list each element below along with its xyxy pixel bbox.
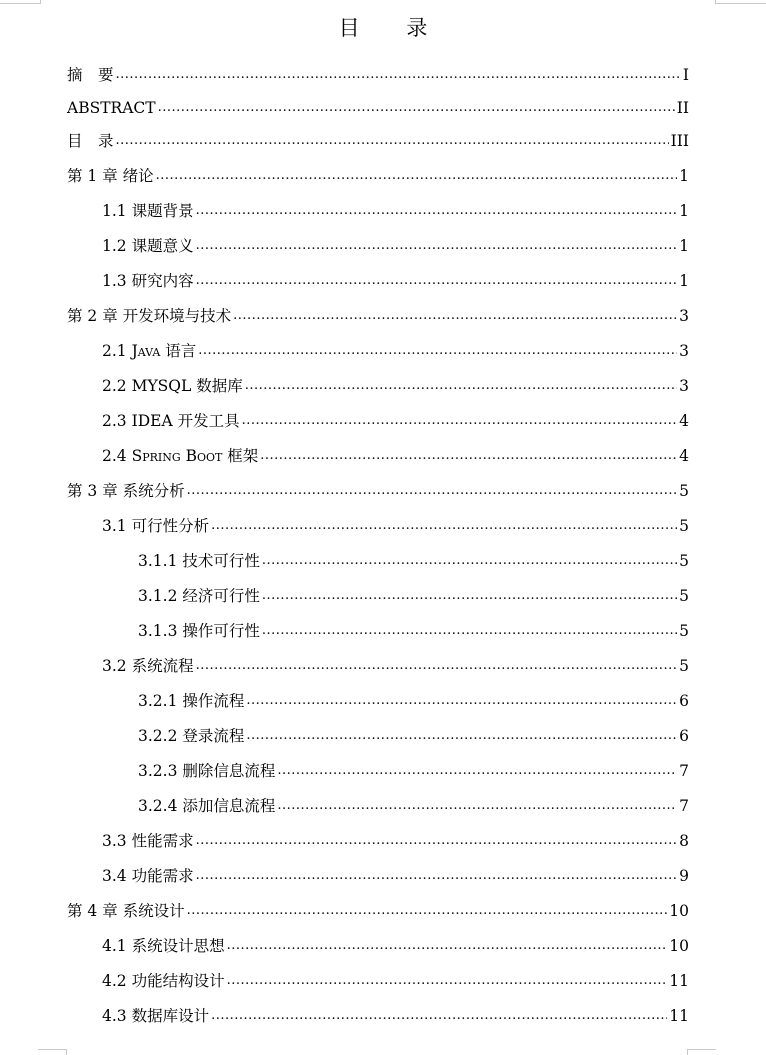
toc-entry-label: 2.1 Java 语言: [102, 342, 197, 360]
toc-entry-page: 3: [679, 377, 689, 395]
toc-entry-page: 4: [679, 412, 689, 430]
leader-dots: [198, 341, 677, 361]
leader-dots: [262, 551, 677, 571]
toc-entry-label: 3.2.4 添加信息流程: [138, 797, 276, 815]
toc-entry[interactable]: [102, 401, 689, 431]
toc-entry-label: 3.1.3 操作可行性: [138, 622, 260, 640]
toc-entry-label: 3.2.2 登录流程: [138, 727, 245, 745]
toc-entry-label: 2.4 Spring Boot 框架: [102, 447, 259, 465]
toc-entry[interactable]: [67, 88, 689, 118]
leader-dots: [187, 481, 677, 501]
leader-dots: [262, 621, 677, 641]
leader-dots: [245, 376, 677, 396]
toc-entry-label: 第 1 章 绪论: [67, 167, 154, 185]
toc-entry[interactable]: [67, 121, 689, 151]
toc-entry-label: 3.2 系统流程: [102, 657, 194, 675]
toc-entry-page: 7: [679, 762, 689, 780]
leader-dots: [277, 796, 677, 816]
page-corner-mark: [0, 0, 41, 4]
toc-entry-page: 3: [679, 342, 689, 360]
leader-dots: [116, 131, 669, 151]
page-corner-mark: [687, 1049, 716, 1055]
toc-entry-label: 3.4 功能需求: [102, 867, 194, 885]
toc-entry-page: 1: [679, 272, 689, 290]
toc-entry[interactable]: [138, 751, 689, 781]
toc-entry[interactable]: [67, 55, 689, 85]
toc-entry-page: 11: [669, 972, 689, 990]
leader-dots: [233, 306, 677, 326]
toc-entry-page: 9: [679, 867, 689, 885]
toc-entry[interactable]: [102, 226, 689, 256]
leader-dots: [156, 166, 677, 186]
toc-entry-page: 10: [669, 937, 689, 955]
leader-dots: [196, 201, 678, 221]
toc-title: 目 录: [338, 16, 448, 40]
leader-dots: [196, 656, 678, 676]
toc-entry[interactable]: [102, 366, 689, 396]
toc-entry[interactable]: [102, 331, 689, 361]
toc-entry-label: 摘 要: [67, 66, 114, 84]
leader-dots: [227, 971, 668, 991]
toc-entry-label: 1.1 课题背景: [102, 202, 194, 220]
toc-entry[interactable]: [67, 891, 689, 921]
toc-entry-label: 目 录: [67, 132, 114, 150]
toc-entry[interactable]: [102, 506, 689, 536]
toc-entry-page: 5: [679, 552, 689, 570]
toc-entry-page: 1: [679, 167, 689, 185]
toc-entry-page: 4: [679, 447, 689, 465]
toc-entry-label: 4.2 功能结构设计: [102, 972, 225, 990]
toc-entry-label: 3.3 性能需求: [102, 832, 194, 850]
toc-entry[interactable]: [67, 471, 689, 501]
toc-entry-label: 4.1 系统设计思想: [102, 937, 225, 955]
toc-entry[interactable]: [138, 786, 689, 816]
toc-entry[interactable]: [102, 961, 689, 991]
toc-entry[interactable]: [102, 646, 689, 676]
toc-entry-page: 10: [669, 902, 689, 920]
page-corner-mark: [715, 0, 766, 4]
toc-entry-page: 8: [679, 832, 689, 850]
toc-entry-page: 11: [669, 1007, 689, 1025]
toc-entry-page: II: [676, 99, 689, 117]
toc-entry[interactable]: [138, 611, 689, 641]
leader-dots: [211, 516, 677, 536]
toc-entry-page: I: [682, 66, 689, 84]
toc-entry-label: 3.2.1 操作流程: [138, 692, 245, 710]
leader-dots: [260, 446, 677, 466]
toc-entry[interactable]: [67, 296, 689, 326]
toc-entry-label: 3.1.2 经济可行性: [138, 587, 260, 605]
toc-entry-label: 3.1 可行性分析: [102, 517, 210, 535]
toc-entry-label: 2.2 MYSQL 数据库: [102, 377, 243, 395]
toc-entry[interactable]: [102, 856, 689, 886]
toc-entry[interactable]: [67, 156, 689, 186]
leader-dots: [116, 65, 681, 85]
toc-entry-label: ABSTRACT: [67, 99, 156, 117]
toc-entry-label: 3.2.3 删除信息流程: [138, 762, 276, 780]
leader-dots: [242, 411, 678, 431]
toc-entry[interactable]: [102, 261, 689, 291]
toc-entry-page: 1: [679, 237, 689, 255]
leader-dots: [262, 586, 677, 606]
toc-entry-label: 第 3 章 系统分析: [67, 482, 185, 500]
leader-dots: [187, 901, 668, 921]
toc-entry-page: 7: [679, 797, 689, 815]
toc-entry-label: 4.3 数据库设计: [102, 1007, 210, 1025]
toc-entry-page: 5: [679, 587, 689, 605]
toc-entry[interactable]: [138, 681, 689, 711]
toc-entry[interactable]: [102, 191, 689, 221]
toc-entry-page: 6: [679, 727, 689, 745]
leader-dots: [211, 1006, 667, 1026]
toc-entry-page: 6: [679, 692, 689, 710]
toc-entry-page: 5: [679, 657, 689, 675]
leader-dots: [246, 726, 677, 746]
leader-dots: [196, 866, 678, 886]
toc-entry-page: 5: [679, 622, 689, 640]
toc-entry-label: 2.3 IDEA 开发工具: [102, 412, 240, 430]
toc-entry-page: III: [670, 132, 689, 150]
toc-entry-label: 1.3 研究内容: [102, 272, 194, 290]
toc-entry[interactable]: [102, 821, 689, 851]
leader-dots: [196, 271, 678, 291]
toc-entry-page: 5: [679, 482, 689, 500]
leader-dots: [158, 98, 675, 118]
toc-entry-label: 1.2 课题意义: [102, 237, 194, 255]
toc-entry-label: 第 4 章 系统设计: [67, 902, 185, 920]
leader-dots: [246, 691, 677, 711]
toc-entry[interactable]: [138, 541, 689, 571]
toc-entry-label: 3.1.1 技术可行性: [138, 552, 260, 570]
toc-entry-label: 第 2 章 开发环境与技术: [67, 307, 232, 325]
toc-entry[interactable]: [102, 436, 689, 466]
toc-entry[interactable]: [102, 926, 689, 956]
toc-entry[interactable]: [138, 576, 689, 606]
toc-entry-page: 1: [679, 202, 689, 220]
toc-entry-page: 5: [679, 517, 689, 535]
toc-entry[interactable]: [102, 996, 689, 1026]
leader-dots: [196, 236, 678, 256]
leader-dots: [277, 761, 677, 781]
leader-dots: [227, 936, 668, 956]
leader-dots: [196, 831, 678, 851]
page-corner-mark: [38, 1049, 67, 1055]
toc-entry[interactable]: [138, 716, 689, 746]
toc-entry-page: 3: [679, 307, 689, 325]
